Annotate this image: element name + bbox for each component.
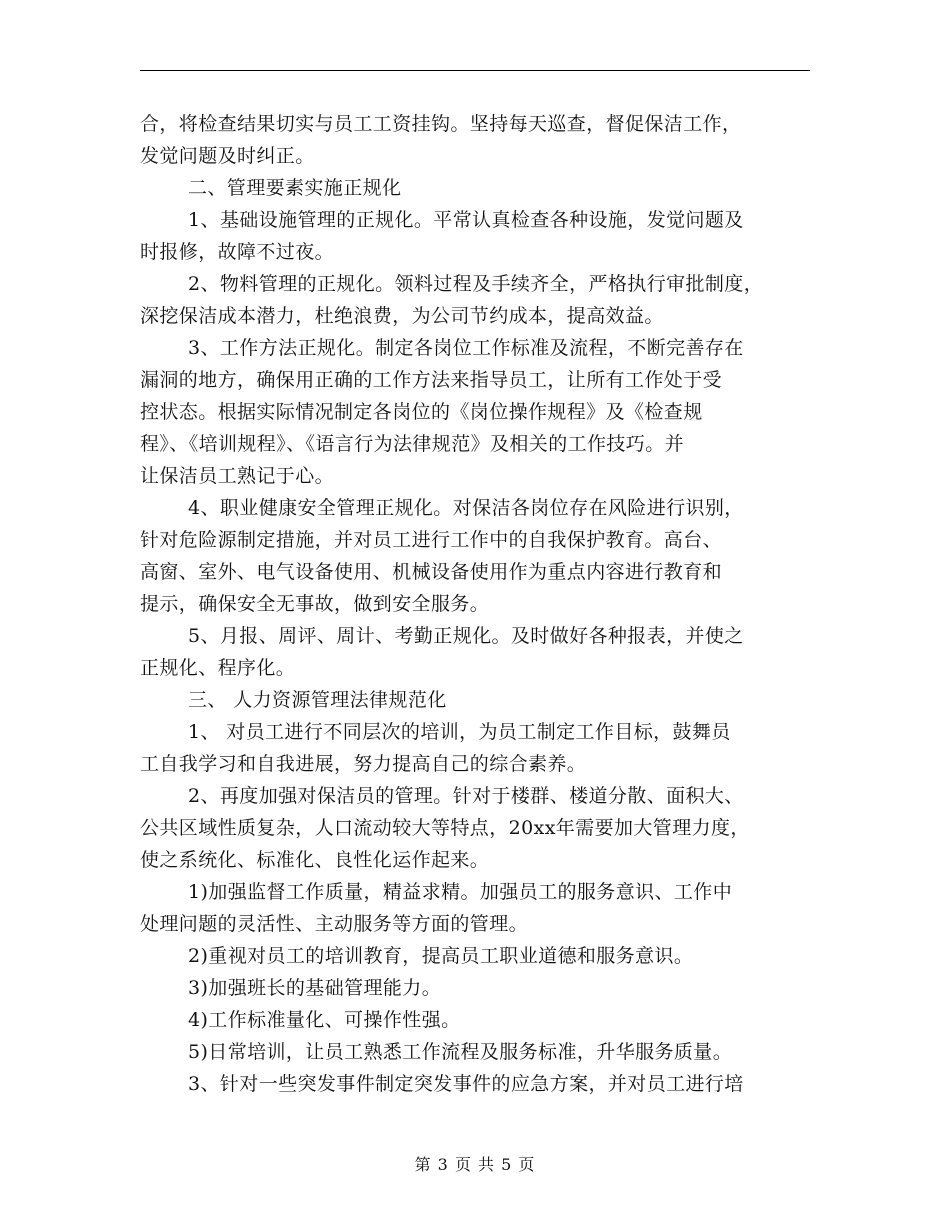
text-line: 1、基础设施管理的正规化。平常认真检查各种设施，发觉问题及 [188,209,744,231]
text-line: 5、月报、周评、周计、考勤正规化。及时做好各种报表，并使之 [188,625,744,647]
text-line: 程》、《培训规程》、《语言行为法律规范》及相关的工作技巧。并 [140,433,685,455]
text-line: 2、物料管理的正规化。领料过程及手续齐全，严格执行审批制度， [188,273,764,295]
text-line: 3、工作方法正规化。制定各岗位工作标准及流程，不断完善存在 [188,337,744,359]
header-rule [140,70,810,71]
text-line: 提示，确保安全无事故，做到安全服务。 [140,593,490,615]
text-line: 4)工作标准量化、可操作性强。 [188,1009,461,1031]
text-line: 4、职业健康安全管理正规化。对保洁各岗位存在风险进行识别， [188,497,744,519]
text-line: 三、 人力资源管理法律规范化 [188,689,447,711]
text-line: 发觉问题及时纠正。 [140,145,315,167]
text-line: 使之系统化、标准化、良性化运作起来。 [140,849,490,871]
text-line: 让保洁员工熟记于心。 [140,465,335,487]
text-line: 3)加强班长的基础管理能力。 [188,977,442,999]
text-line: 针对危险源制定措施，并对员工进行工作中的自我保护教育。高台、 [140,529,723,551]
text-line: 正规化、程序化。 [140,657,296,679]
text-line: 2)重视对员工的培训教育，提高员工职业道德和服务意识。 [188,945,694,967]
document-body [140,108,812,1100]
text-line: 公共区域性质复杂，人口流动较大等特点，20xx年需要加大管理力度， [140,817,750,839]
text-line: 2、再度加强对保洁员的管理。针对于楼群、楼道分散、面积大、 [188,785,744,807]
text-line: 合，将检查结果切实与员工工资挂钩。坚持每天巡查，督促保洁工作， [140,113,742,135]
text-line: 深挖保洁成本潜力，杜绝浪费，为公司节约成本，提高效益。 [140,305,664,327]
text-line: 5)日常培训，让员工熟悉工作流程及服务标准，升华服务质量。 [188,1041,733,1063]
text-line: 控状态。根据实际情况制定各岗位的《岗位操作规程》及《检查规 [140,401,703,423]
text-line: 高窗、室外、电气设备使用、机械设备使用作为重点内容进行教育和 [140,561,723,583]
text-line: 漏洞的地方，确保用正确的工作方法来指导员工，让所有工作处于受 [140,369,723,391]
text-line: 二、管理要素实施正规化 [188,177,402,199]
text-line: 工自我学习和自我进展，努力提高自己的综合素养。 [140,753,587,775]
page-number-footer: 第 3 页 共 5 页 [414,1155,536,1174]
text-line: 时报修，故障不过夜。 [140,241,335,263]
text-line: 处理问题的灵活性、主动服务等方面的管理。 [140,913,529,935]
text-line: 3、针对一些突发事件制定突发事件的应急方案，并对员工进行培 [188,1073,744,1095]
text-line: 1)加强监督工作质量，精益求精。加强员工的服务意识、工作中 [188,881,733,903]
text-line: 1、 对员工进行不同层次的培训，为员工制定工作目标，鼓舞员 [188,721,731,743]
